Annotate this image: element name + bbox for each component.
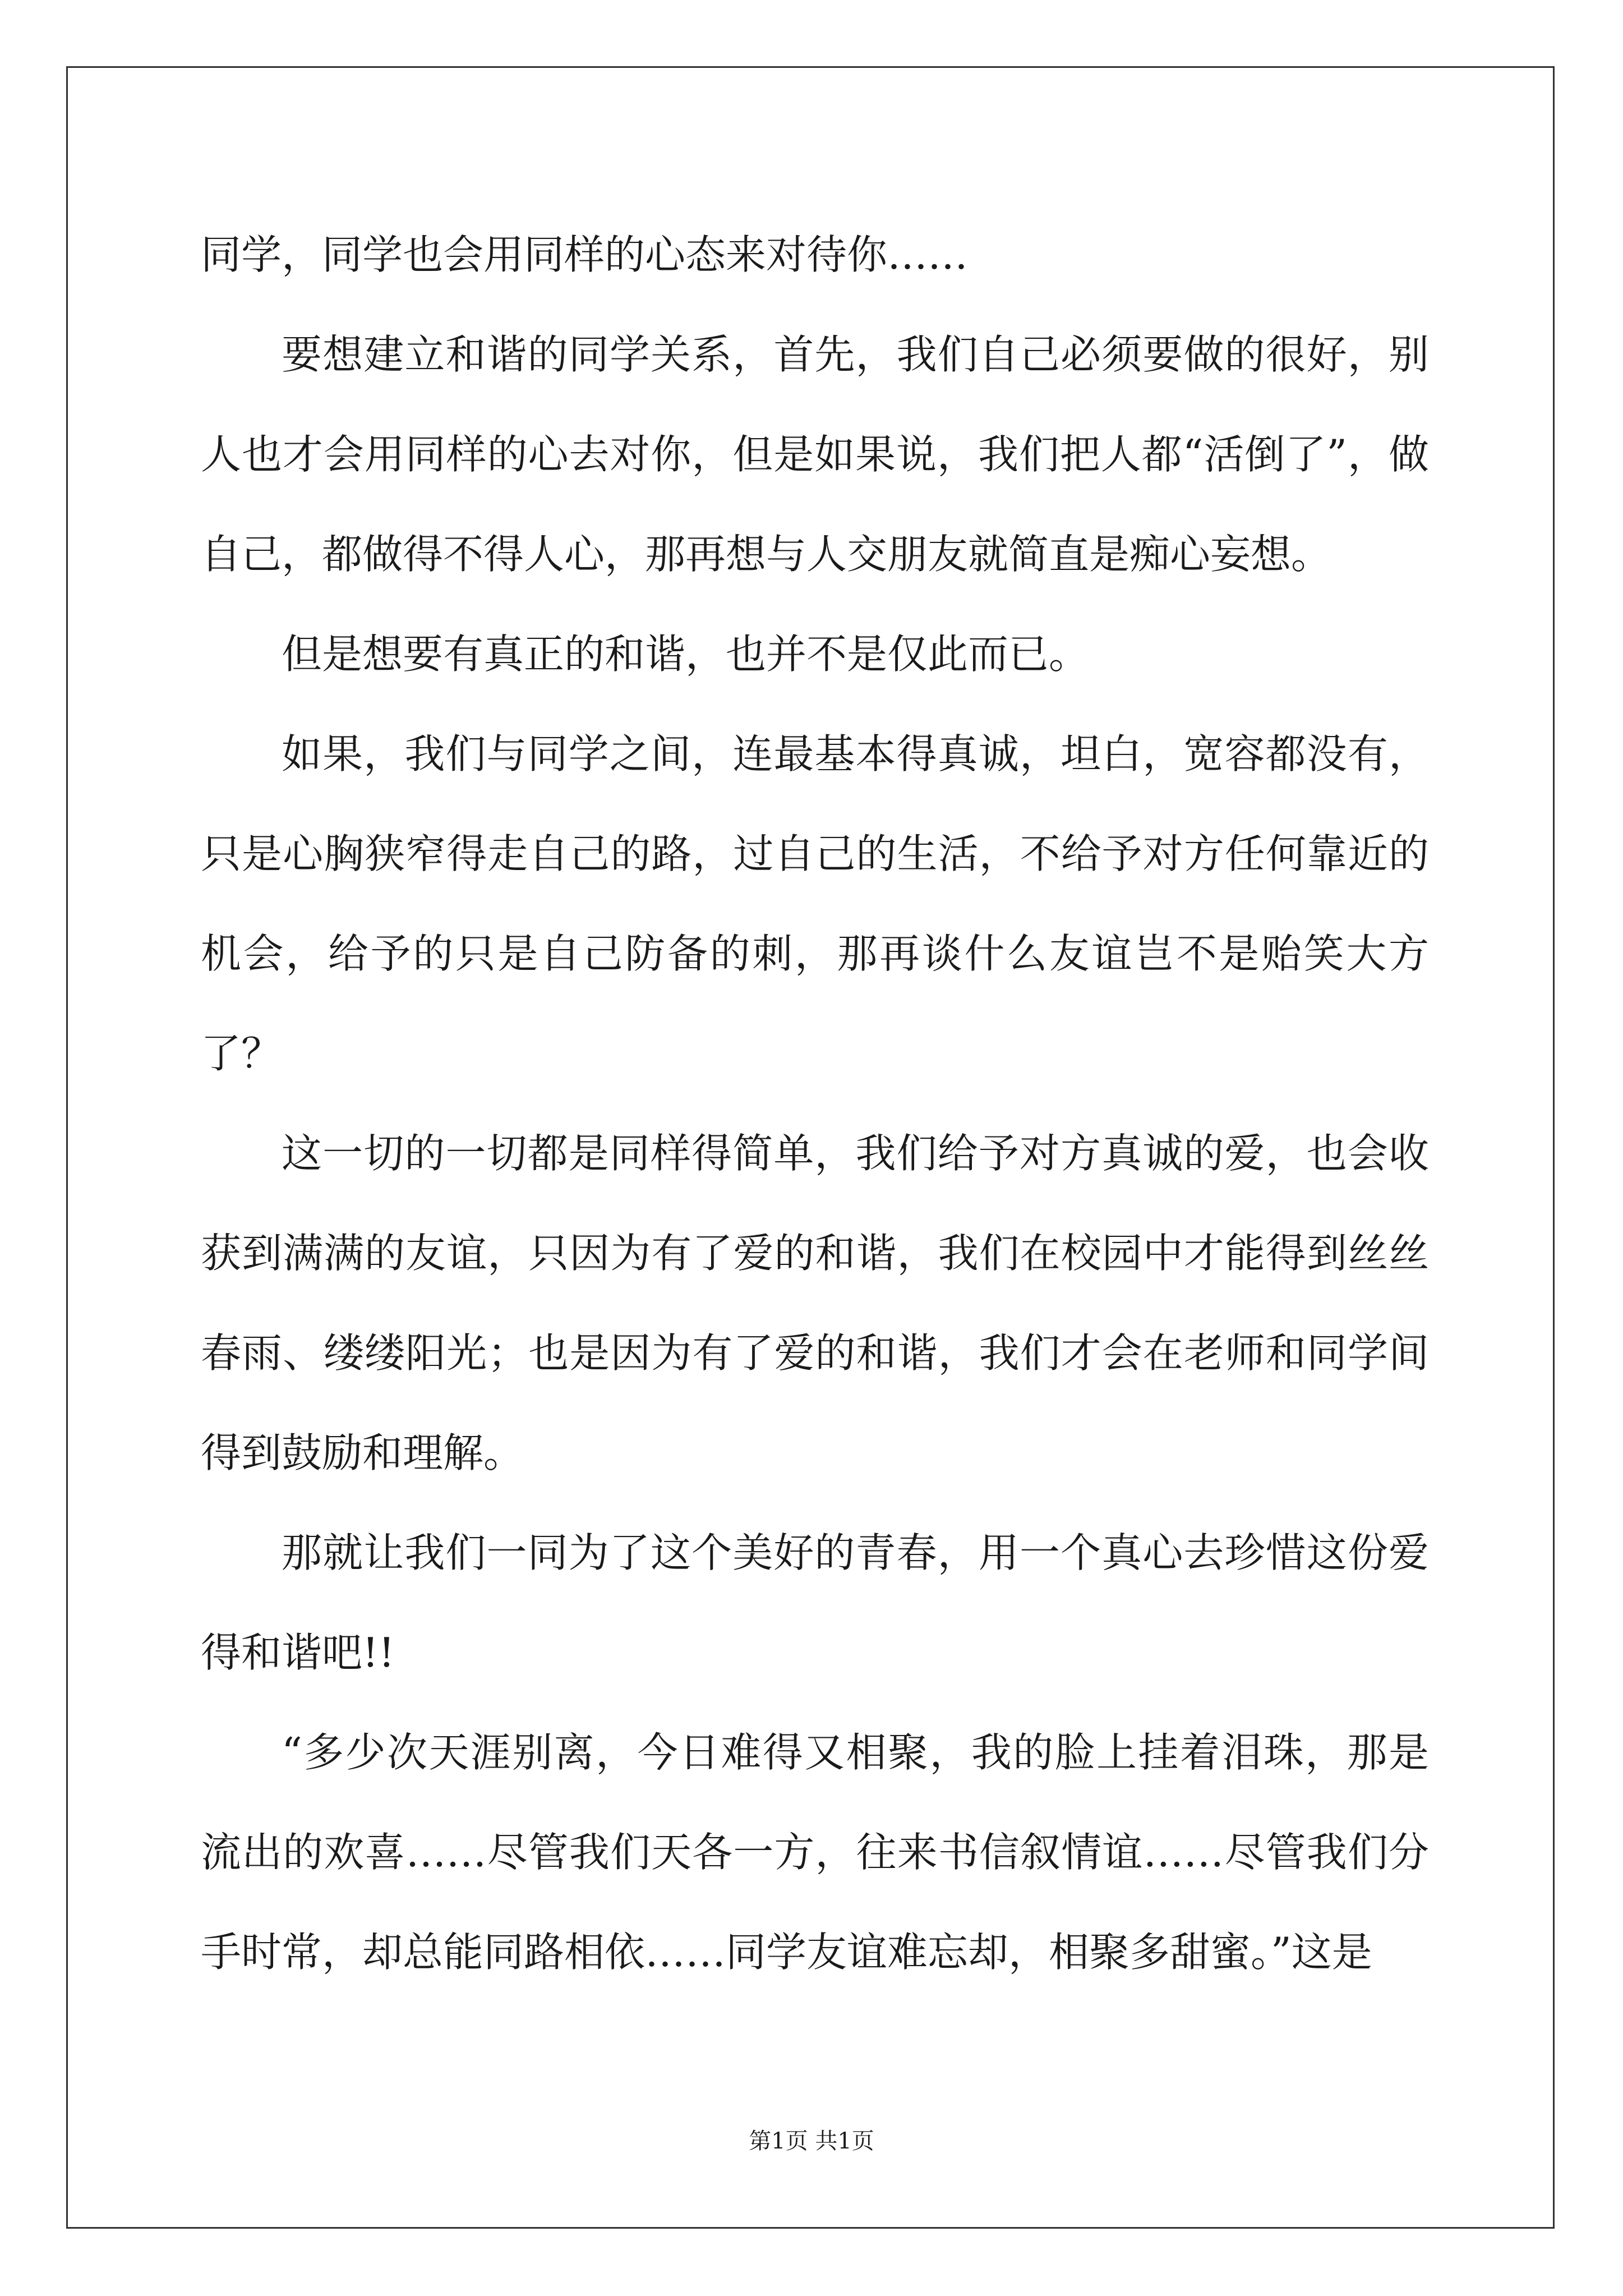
paragraph-4: 如果，我们与同学之间，连最基本得真诚，坦白，宽容都没有，只是心胸狭窄得走自己的路，过自己的生活，不给予对方任何靠近的机会，给予的只是自己防备的刺，那再谈什么友谊岂不是贻笑大方了？: [201, 730, 1429, 1077]
document-body: [201, 205, 1429, 2002]
page-number-footer: 第1页 共1页: [749, 2128, 874, 2154]
paragraph-5: 这一切的一切都是同样得简单，我们给予对方真诚的爱，也会收获到满满的友谊，只因为有了爱的和谐，我们在校园中才能得到丝丝春雨、缕缕阳光；也是因为有了爱的和谐，我们才会在老师和同学间得到鼓励和理解。: [201, 1130, 1429, 1476]
paragraph-7: “多少次天涯别离，今日难得又相聚，我的脸上挂着泪珠，那是流出的欢喜……尽管我们天各一方，往来书信叙情谊……尽管我们分手时常，却总能同路相依……同学友谊难忘却，相聚多甜蜜。”这是: [201, 1729, 1429, 1976]
paragraph-3: 但是想要有真正的和谐，也并不是仅此而已。: [282, 631, 1090, 678]
paragraph-6: 那就让我们一同为了这个美好的青春，用一个真心去珍惜这份爱得和谐吧!!: [201, 1529, 1429, 1676]
paragraph-1: 同学，同学也会用同样的心态来对待你……: [201, 231, 969, 278]
paragraph-2: 要想建立和谐的同学关系，首先，我们自己必须要做的很好，别人也才会用同样的心去对你，但是如果说，我们把人都“活倒了”，做自己，都做得不得人心，那再想与人交朋友就简直是痴心妄想。: [201, 331, 1429, 578]
